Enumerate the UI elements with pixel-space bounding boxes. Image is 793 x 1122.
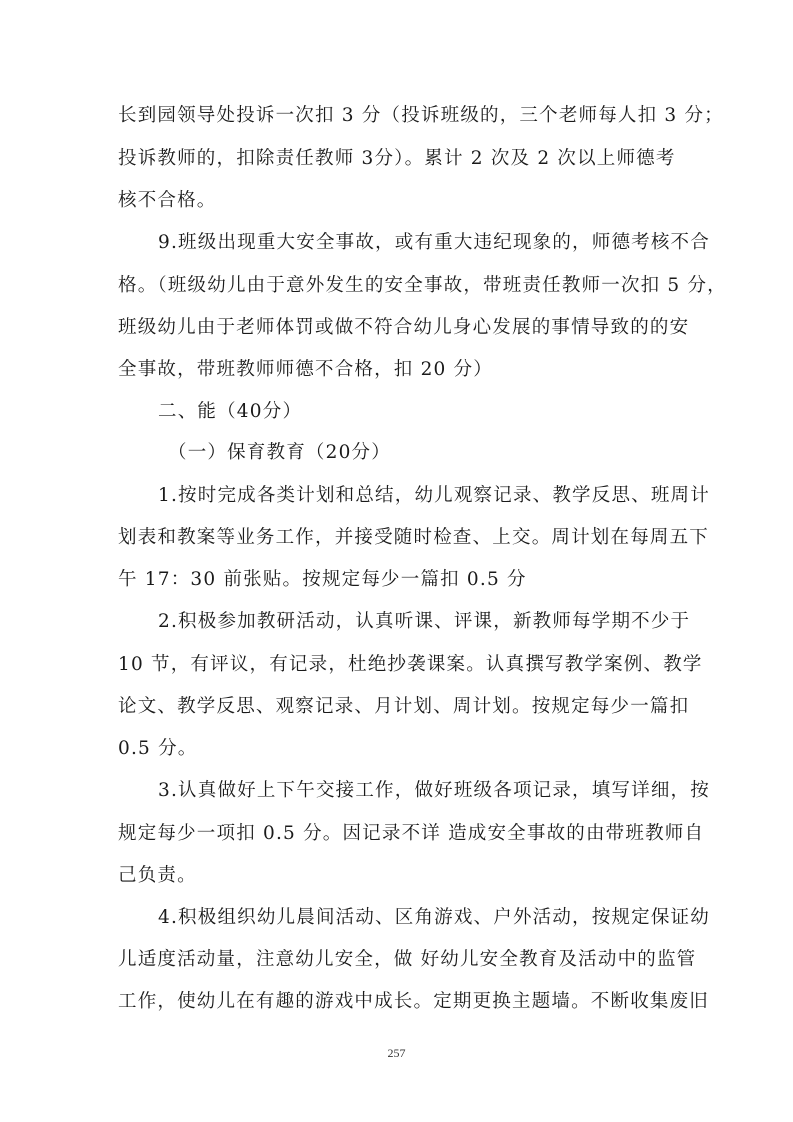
text-line: 午 17：30 前张贴。按规定每少一篇扣 0.5 分 [118, 569, 527, 590]
text-line: 全事故，带班教师师德不合格，扣 20 分） [118, 359, 494, 380]
paragraph-4-start: 4.积极组织幼儿晨间活动、区角游戏、户外活动，按规定保证幼 [158, 907, 710, 928]
text-line: 核不合格。 [118, 190, 217, 211]
paragraph-9-start: 9.班级出现重大安全事故，或有重大违纪现象的，师德考核不合 [158, 232, 710, 253]
text-line: 班级幼儿由于老师体罚或做不符合幼儿身心发展的事情导致的的安 [118, 317, 690, 338]
text-line: 儿适度活动量，注意幼儿安全，做 好幼儿安全教育及活动中的监管 [118, 949, 697, 970]
text-line: 长到园领导处投诉一次扣 3 分（投诉班级的，三个老师每人扣 3 分； [118, 105, 724, 126]
text-line: 论文、教学反思、观察记录、月计划、周计划。按规定每少一篇扣 [118, 696, 690, 717]
paragraph-2-start: 2.积极参加教研活动，认真听课、评课，新教师每学期不少于 [158, 611, 691, 632]
text-line: 0.5 分。 [118, 738, 198, 759]
text-line: 10 节，有评议，有记录，杜绝抄袭课案。认真撰写教学案例、教学 [118, 654, 703, 675]
text-line: 规定每少一项扣 0.5 分。因记录不详 造成安全事故的由带班教师自 [118, 823, 705, 844]
subsection-heading: （一）保育教育（20分） [168, 442, 391, 463]
paragraph-3-start: 3.认真做好上下午交接工作，做好班级各项记录，填写详细，按 [158, 780, 710, 801]
text-line: 工作，使幼儿在有趣的游戏中成长。定期更换主题墙。不断收集废旧 [118, 991, 710, 1012]
text-line: 划表和教案等业务工作，并接受随时检查、上交。周计划在每周五下 [118, 527, 710, 548]
text-line: 己负责。 [118, 865, 197, 886]
text-line: 投诉教师的，扣除责任教师 3分）。累计 2 次及 2 次以上师德考 [118, 148, 676, 169]
paragraph-1-start: 1.按时完成各类计划和总结，幼儿观察记录、教学反思、班周计 [158, 485, 710, 506]
section-heading: 二、能（40分） [158, 401, 303, 422]
text-line: 格。（班级幼儿由于意外发生的安全事故，带班责任教师一次扣 5 分， [118, 275, 727, 296]
page-number: 257 [387, 1046, 406, 1060]
